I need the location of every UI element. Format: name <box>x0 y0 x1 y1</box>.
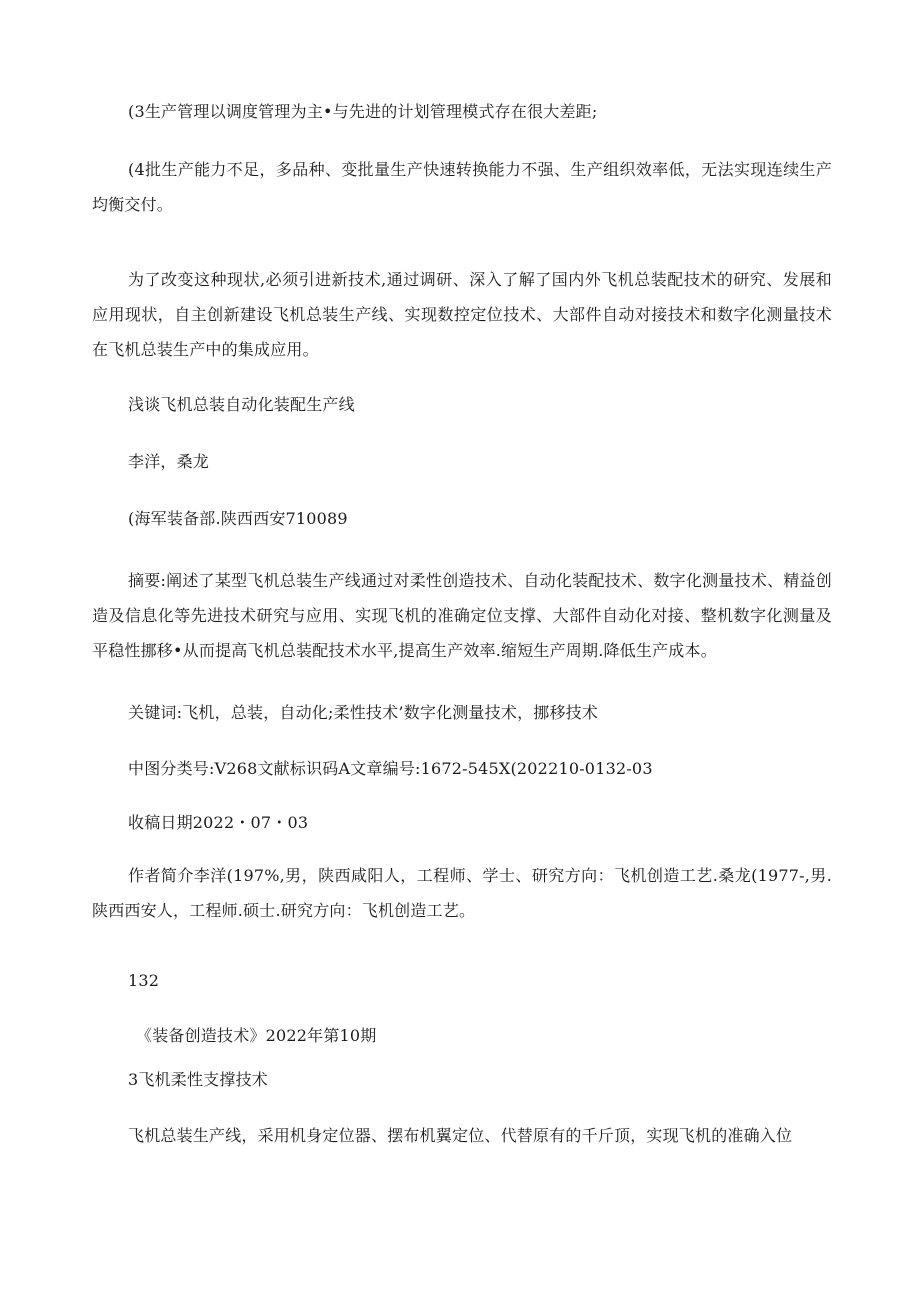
article-keywords: 关键词:飞机，总装，自动化;柔性技术’数字化测量技术，挪移技术 <box>128 703 599 722</box>
page-number: 132 <box>128 971 160 990</box>
section-body-start: 飞机总装生产线，采用机身定位器、摆布机翼定位、代替原有的千斤顶，实现飞机的准确入位 <box>128 1126 793 1145</box>
article-received-date: 收稿日期2022・07・03 <box>128 813 309 832</box>
article-author-bio: 作者简介李洋(197%,男，陕西咸阳人，工程师、学士、研究方向：飞机创造工艺.桑龙(1977-,男.陕西西安人，工程师.硕士.研究方向：飞机创造工艺。 <box>92 866 832 920</box>
article-authors: 李洋，桑龙 <box>128 452 210 471</box>
journal-header: 《装备创造技术》2022年第10期 <box>136 1026 377 1045</box>
article-title: 浅谈飞机总装自动化装配生产线 <box>128 395 355 414</box>
paragraph-item-3: (3生产管理以调度管理为主•与先进的计划管理模式存在很大差距; <box>128 102 598 121</box>
section-heading: 3飞机柔性支撑技术 <box>128 1070 268 1089</box>
paragraph-intro: 为了改变这种现状,必须引进新技术,通过调研、深入了解了国内外飞机总装配技术的研究、发展和应用现状，自主创新建设飞机总装生产线、实现数控定位技术、大部件自动对接技术和数字化测量技术在飞机总装生产中的集成应用。 <box>92 270 832 359</box>
paragraph-item-4: (4批生产能力不足，多品种、变批量生产快速转换能力不强、生产组织效率低，无法实现连续生产均衡交付。 <box>92 160 832 214</box>
article-abstract: 摘要:阐述了某型飞机总装生产线通过对柔性创造技术、自动化装配技术、数字化测量技术、精益创造及信息化等先进技术研究与应用、实现飞机的准确定位支撑、大部件自动化对接、整机数字化测量及平稳性挪移•从而提高飞机总装配技术水平,提高生产效率.缩短生产周期.降低生产成本。 <box>92 571 832 660</box>
article-affiliation: (海军装备部.陕西西安710089 <box>128 509 348 528</box>
article-classification: 中图分类号:V268文献标识码A文章编号:1672-545X(202210-0132-03 <box>128 759 653 778</box>
